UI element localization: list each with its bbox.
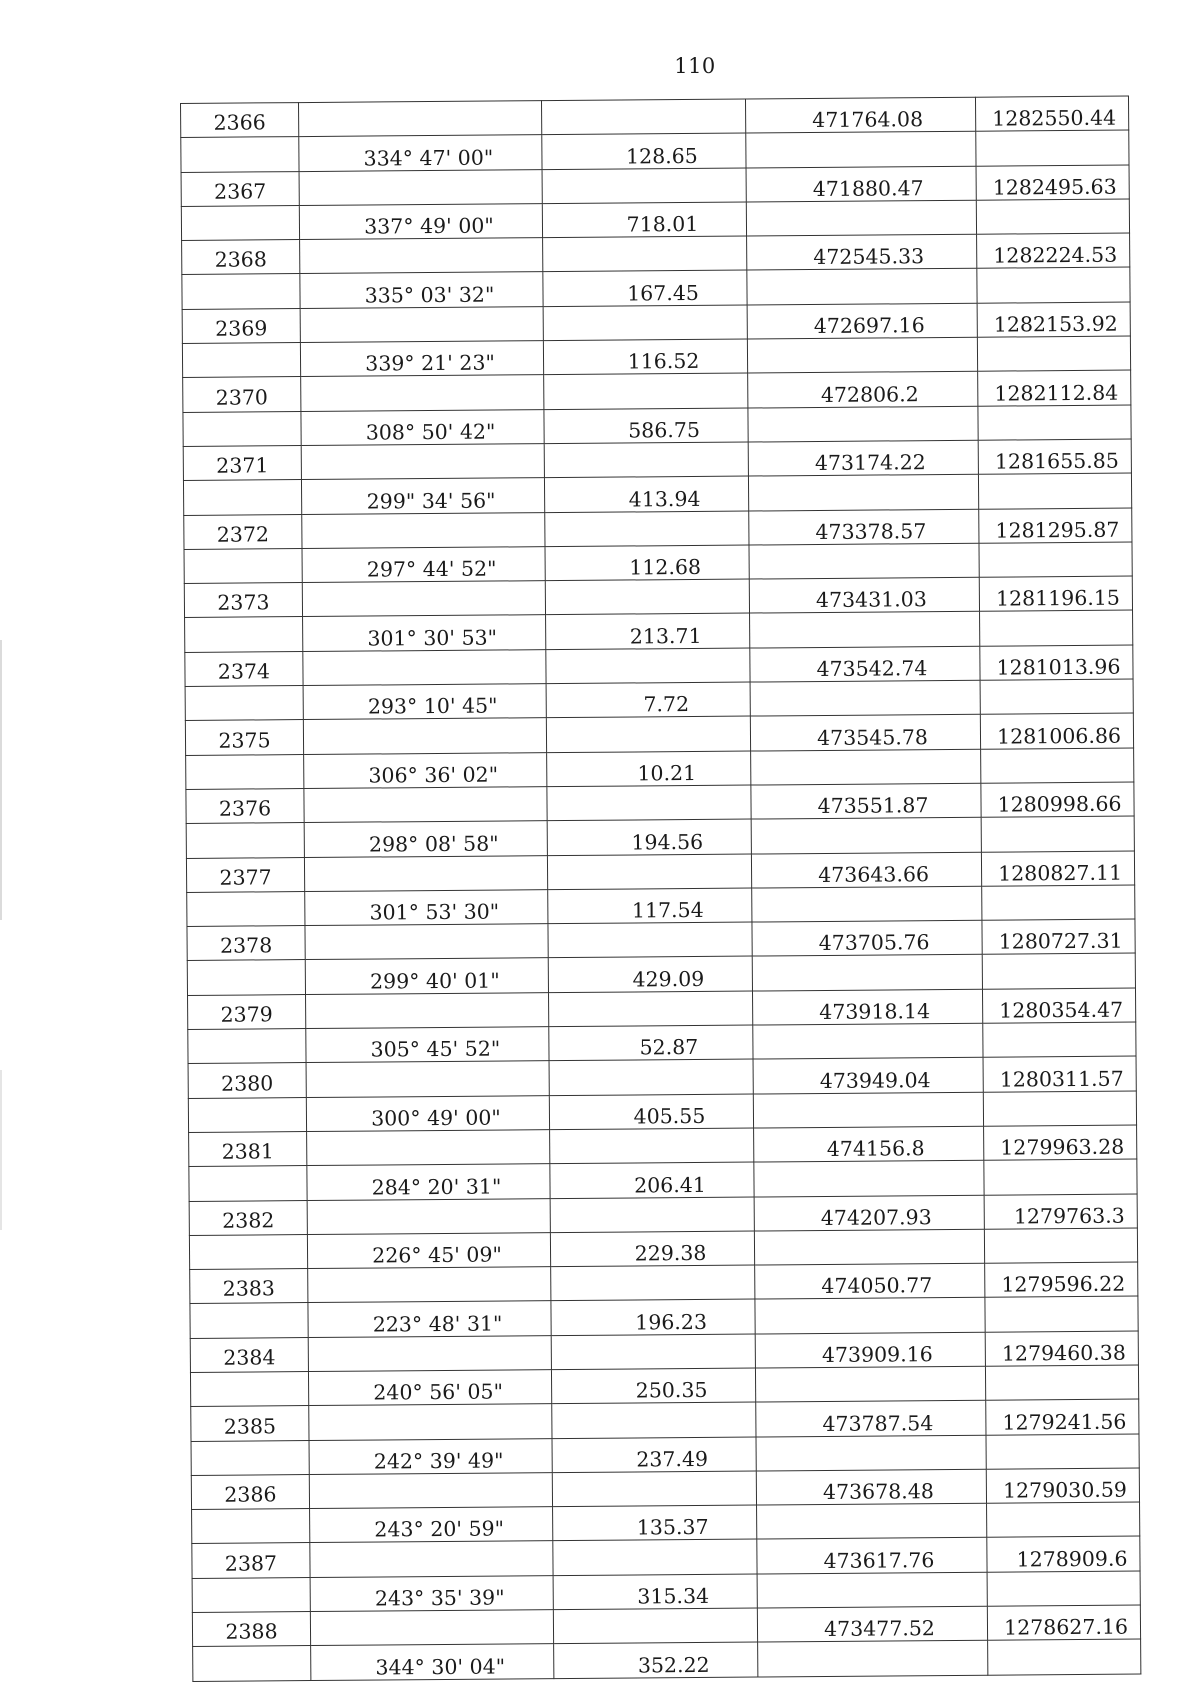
northing-cell-empty <box>980 610 1133 645</box>
northing-cell-empty <box>976 199 1129 234</box>
northing-value: 1280827.11 <box>981 851 1134 886</box>
northing-cell-empty <box>983 1091 1136 1126</box>
northing-value: 1279460.38 <box>985 1331 1138 1366</box>
easting-value: 473949.04 <box>753 1058 983 1094</box>
distance-cell-empty <box>548 922 752 958</box>
point-cell-empty <box>181 137 299 172</box>
bearing-cell-empty <box>310 1610 553 1646</box>
distance-value: 250.35 <box>551 1368 755 1404</box>
point-cell-empty <box>189 1234 307 1269</box>
bearing-cell-empty <box>302 512 545 548</box>
bearing-value: 305° 45' 52" <box>306 1027 549 1063</box>
bearing-cell-empty <box>306 992 549 1028</box>
bearing-cell-empty <box>307 1130 550 1166</box>
bearing-value: 243° 20' 59" <box>310 1507 553 1543</box>
point-cell-empty <box>189 1166 307 1201</box>
northing-cell-empty <box>979 542 1132 577</box>
bearing-cell-empty <box>309 1404 552 1440</box>
bearing-cell-empty <box>308 1267 551 1303</box>
distance-value: 315.34 <box>553 1574 757 1610</box>
distance-cell-empty <box>552 1402 756 1438</box>
bearing-cell-empty <box>303 649 546 685</box>
northing-value: 1281295.87 <box>979 508 1132 543</box>
easting-value: 473477.52 <box>757 1606 987 1642</box>
easting-cell-empty <box>751 817 981 853</box>
northing-cell-empty <box>977 268 1130 303</box>
distance-value: 229.38 <box>550 1231 754 1267</box>
scan-artifact <box>0 640 2 920</box>
bearing-value: 300° 49' 00" <box>306 1095 549 1131</box>
distance-cell-empty <box>547 785 751 821</box>
easting-value: 473174.22 <box>748 440 978 476</box>
distance-value: 237.49 <box>552 1437 756 1473</box>
easting-cell-empty <box>750 680 980 716</box>
bearing-value: 344° 30' 04" <box>311 1644 554 1680</box>
distance-value: 206.41 <box>550 1162 754 1198</box>
northing-value: 1279596.22 <box>985 1262 1138 1297</box>
northing-value: 1279241.56 <box>986 1399 1139 1434</box>
easting-cell-empty <box>747 269 977 305</box>
northing-value: 1278627.16 <box>987 1605 1140 1640</box>
distance-cell-empty <box>543 236 747 272</box>
distance-cell-empty <box>553 1539 757 1575</box>
point-cell-empty <box>192 1577 310 1612</box>
easting-cell-empty <box>752 886 982 922</box>
bearing-cell-empty <box>304 787 547 823</box>
point-cell-empty <box>188 1029 306 1064</box>
bearing-value: 335° 03' 32" <box>300 272 543 308</box>
distance-value: 52.87 <box>549 1025 753 1061</box>
bearing-cell-empty <box>305 924 548 960</box>
northing-value: 1279763.3 <box>984 1194 1137 1229</box>
northing-cell-empty <box>977 336 1130 371</box>
distance-cell-empty <box>549 1059 753 1095</box>
distance-value: 112.68 <box>545 545 749 581</box>
page-number: 110 <box>674 54 716 78</box>
easting-value: 473705.76 <box>752 920 982 956</box>
easting-cell-empty <box>746 132 976 168</box>
bearing-cell-empty <box>304 855 547 891</box>
bearing-value: 301° 30' 53" <box>303 615 546 651</box>
northing-value: 1282112.84 <box>978 370 1131 405</box>
northing-value: 1280998.66 <box>981 782 1134 817</box>
point-number: 2384 <box>190 1337 308 1372</box>
easting-value: 473678.48 <box>756 1469 986 1505</box>
distance-cell-empty <box>551 1334 755 1370</box>
bearing-cell-empty <box>306 1061 549 1097</box>
northing-value: 1281006.86 <box>980 713 1133 748</box>
northing-value: 1280311.57 <box>983 1056 1136 1091</box>
distance-value: 429.09 <box>548 956 752 992</box>
point-cell-empty <box>185 617 303 652</box>
distance-value: 135.37 <box>553 1505 757 1541</box>
point-number: 2382 <box>189 1200 307 1235</box>
easting-value: 472806.2 <box>748 372 978 408</box>
easting-cell-empty <box>751 749 981 785</box>
point-number: 2381 <box>189 1131 307 1166</box>
point-cell-empty <box>190 1372 308 1407</box>
distance-value: 196.23 <box>551 1299 755 1335</box>
bearing-value: 240° 56' 05" <box>308 1370 551 1406</box>
northing-cell-empty <box>978 405 1131 440</box>
point-number: 2372 <box>184 514 302 549</box>
bearing-value: 337° 49' 00" <box>299 204 542 240</box>
easting-value: 473545.78 <box>750 715 980 751</box>
point-number: 2386 <box>191 1474 309 1509</box>
point-number: 2377 <box>186 857 304 892</box>
bearing-value: 223° 48' 31" <box>308 1301 551 1337</box>
easting-value: 472545.33 <box>747 234 977 270</box>
point-number: 2379 <box>188 994 306 1029</box>
bearing-value: 306° 36' 02" <box>304 752 547 788</box>
point-cell-empty <box>181 205 299 240</box>
point-number: 2375 <box>185 720 303 755</box>
northing-cell-empty <box>985 1296 1138 1331</box>
point-cell-empty <box>191 1440 309 1475</box>
northing-value: 1282153.92 <box>977 302 1130 337</box>
bearing-cell-empty <box>310 1541 553 1577</box>
bearing-cell-empty <box>309 1472 552 1508</box>
easting-cell-empty <box>750 612 980 648</box>
distance-value: 718.01 <box>542 202 746 238</box>
northing-cell-empty <box>984 1159 1137 1194</box>
easting-value: 473787.54 <box>756 1400 986 1436</box>
point-cell-empty <box>193 1646 311 1681</box>
point-number: 2378 <box>187 926 305 961</box>
easting-cell-empty <box>755 1366 985 1402</box>
northing-cell-empty <box>978 473 1131 508</box>
bearing-cell-empty <box>300 306 543 342</box>
easting-cell-empty <box>758 1641 988 1677</box>
easting-value: 473378.57 <box>749 509 979 545</box>
bearing-cell-empty <box>303 718 546 754</box>
bearing-cell-empty <box>302 581 545 617</box>
northing-cell-empty <box>983 1022 1136 1057</box>
northing-cell-empty <box>982 885 1135 920</box>
point-cell-empty <box>183 480 301 515</box>
point-cell-empty <box>190 1303 308 1338</box>
point-number: 2385 <box>191 1406 309 1441</box>
point-number: 2376 <box>186 788 304 823</box>
point-cell-empty <box>187 891 305 926</box>
distance-value: 167.45 <box>543 271 747 307</box>
point-number: 2367 <box>181 171 299 206</box>
easting-cell-empty <box>755 1298 985 1334</box>
easting-cell-empty <box>752 955 982 991</box>
northing-value: 1282550.44 <box>975 96 1128 131</box>
point-cell-empty <box>192 1509 310 1544</box>
northing-value: 1279963.28 <box>984 1125 1137 1160</box>
distance-cell-empty <box>544 373 748 409</box>
point-number: 2374 <box>185 651 303 686</box>
bearing-cell-empty <box>301 375 544 411</box>
easting-cell-empty <box>754 1160 984 1196</box>
northing-value: 1280727.31 <box>982 919 1135 954</box>
distance-cell-empty <box>548 991 752 1027</box>
point-cell-empty <box>185 686 303 721</box>
easting-value: 473918.14 <box>752 989 982 1025</box>
bearing-cell-empty <box>308 1335 551 1371</box>
northing-cell-empty <box>981 816 1134 851</box>
distance-cell-empty <box>546 648 750 684</box>
distance-cell-empty <box>547 854 751 890</box>
bearing-value: 297° 44' 52" <box>302 547 545 583</box>
northing-value: 1281655.85 <box>978 439 1131 474</box>
easting-value: 471764.08 <box>745 97 975 133</box>
easting-value: 473643.66 <box>751 852 981 888</box>
northing-cell-empty <box>984 1228 1137 1263</box>
distance-value: 7.72 <box>546 682 750 718</box>
point-number: 2370 <box>183 377 301 412</box>
point-cell-empty <box>182 274 300 309</box>
distance-value: 128.65 <box>542 133 746 169</box>
easting-cell-empty <box>756 1435 986 1471</box>
northing-value: 1279030.59 <box>986 1468 1139 1503</box>
bearing-value: 243° 35' 39" <box>310 1575 553 1611</box>
survey-table-body <box>181 96 1141 1681</box>
bearing-cell-empty <box>299 169 542 205</box>
distance-cell-empty <box>553 1608 757 1644</box>
easting-cell-empty <box>754 1229 984 1265</box>
bearing-value: 298° 08' 58" <box>304 821 547 857</box>
point-number: 2371 <box>183 446 301 481</box>
bearing-value: 334° 47' 00" <box>299 135 542 171</box>
bearing-value: 299° 40' 01" <box>305 958 548 994</box>
easting-cell-empty <box>748 475 978 511</box>
bearing-cell-empty <box>301 444 544 480</box>
distance-cell-empty <box>543 305 747 341</box>
point-number: 2387 <box>192 1543 310 1578</box>
point-cell-empty <box>188 1097 306 1132</box>
northing-cell-empty <box>987 1571 1140 1606</box>
northing-cell-empty <box>981 748 1134 783</box>
bearing-value: 242° 39' 49" <box>309 1438 552 1474</box>
northing-cell-empty <box>988 1639 1141 1674</box>
distance-value: 10.21 <box>547 751 751 787</box>
northing-value: 1280354.47 <box>982 988 1135 1023</box>
bearing-cell-empty <box>299 101 542 137</box>
distance-cell-empty <box>544 442 748 478</box>
bearing-value: 284° 20' 31" <box>307 1164 550 1200</box>
distance-cell-empty <box>545 511 749 547</box>
northing-value: 1282495.63 <box>976 165 1129 200</box>
easting-value: 473617.76 <box>757 1538 987 1574</box>
distance-value: 586.75 <box>544 408 748 444</box>
northing-cell-empty <box>986 1434 1139 1469</box>
survey-coordinates-table <box>180 96 1141 1682</box>
easting-value: 474050.77 <box>755 1263 985 1299</box>
distance-value: 352.22 <box>554 1642 758 1678</box>
point-number: 2373 <box>184 583 302 618</box>
bearing-value: 301° 53' 30" <box>305 889 548 925</box>
northing-value: 1281013.96 <box>980 645 1133 680</box>
point-number: 2383 <box>190 1269 308 1304</box>
easting-cell-empty <box>757 1503 987 1539</box>
distance-cell-empty <box>552 1471 756 1507</box>
easting-cell-empty <box>747 337 977 373</box>
bearing-value: 293° 10' 45" <box>303 684 546 720</box>
point-cell-empty <box>183 411 301 446</box>
easting-value: 471880.47 <box>746 166 976 202</box>
bearing-value: 226° 45' 09" <box>307 1232 550 1268</box>
northing-cell-empty <box>985 1365 1138 1400</box>
northing-value: 1282224.53 <box>977 233 1130 268</box>
distance-value: 213.71 <box>546 613 750 649</box>
bearing-cell-empty <box>307 1198 550 1234</box>
point-cell-empty <box>182 343 300 378</box>
bearing-value: 339° 21' 23" <box>300 341 543 377</box>
bearing-value: 299" 34' 56" <box>301 478 544 514</box>
point-cell-empty <box>187 960 305 995</box>
distance-cell-empty <box>546 716 750 752</box>
easting-value: 472697.16 <box>747 303 977 339</box>
easting-cell-empty <box>749 543 979 579</box>
distance-cell-empty <box>551 1265 755 1301</box>
distance-value: 194.56 <box>547 819 751 855</box>
distance-cell-empty <box>550 1197 754 1233</box>
point-cell-empty <box>186 823 304 858</box>
easting-cell-empty <box>757 1572 987 1608</box>
easting-value: 473431.03 <box>749 577 979 613</box>
traverse-row <box>193 1639 1141 1681</box>
distance-value: 405.55 <box>549 1094 753 1130</box>
point-number: 2366 <box>181 103 299 138</box>
point-number: 2380 <box>188 1063 306 1098</box>
bearing-cell-empty <box>300 238 543 274</box>
easting-value: 473909.16 <box>755 1332 985 1368</box>
distance-value: 117.54 <box>548 888 752 924</box>
point-number: 2368 <box>182 240 300 275</box>
distance-cell-empty <box>550 1128 754 1164</box>
bearing-value: 308° 50' 42" <box>301 409 544 445</box>
easting-cell-empty <box>753 1092 983 1128</box>
easting-value: 474156.8 <box>754 1126 984 1162</box>
distance-cell-empty <box>541 99 745 135</box>
northing-value: 1281196.15 <box>979 576 1132 611</box>
northing-value: 1278909.6 <box>987 1536 1140 1571</box>
easting-value: 473542.74 <box>750 646 980 682</box>
easting-value: 474207.93 <box>754 1195 984 1231</box>
point-cell-empty <box>184 548 302 583</box>
survey-table-container <box>180 96 1140 1680</box>
northing-cell-empty <box>982 953 1135 988</box>
northing-cell-empty <box>980 679 1133 714</box>
easting-cell-empty <box>753 1023 983 1059</box>
northing-cell-empty <box>976 130 1129 165</box>
distance-cell-empty <box>542 168 746 204</box>
scan-artifact <box>0 1070 2 1230</box>
easting-cell-empty <box>748 406 978 442</box>
distance-value: 413.94 <box>544 476 748 512</box>
northing-cell-empty <box>987 1502 1140 1537</box>
easting-value: 473551.87 <box>751 783 981 819</box>
point-cell-empty <box>186 754 304 789</box>
distance-cell-empty <box>545 579 749 615</box>
point-number: 2388 <box>192 1612 310 1647</box>
distance-value: 116.52 <box>543 339 747 375</box>
point-number: 2369 <box>182 308 300 343</box>
easting-cell-empty <box>746 200 976 236</box>
